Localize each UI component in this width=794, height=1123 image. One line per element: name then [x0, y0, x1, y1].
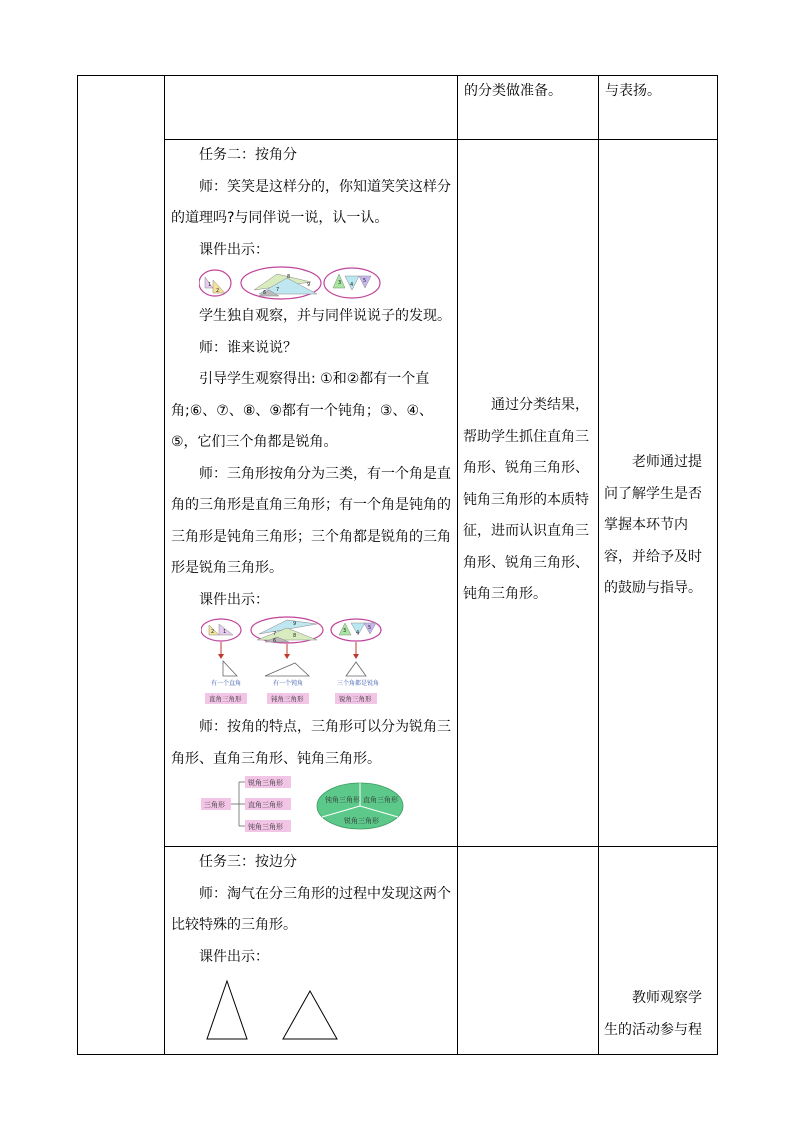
task2-paragraph-3: 师：谁来说说？ [199, 339, 297, 356]
fig2-caption-right: 有一个直角 [211, 680, 242, 687]
table-divider-col1 [164, 75, 165, 1055]
fig2-num-4: 4 [356, 630, 360, 636]
fig2-tag-acute: 锐角三角形 [339, 695, 372, 703]
fig2-num-3: 3 [343, 628, 347, 634]
top-row-col4-cell [605, 76, 713, 108]
fig2-num-9: 9 [293, 621, 297, 627]
task3-evaluation-cell [604, 983, 713, 1046]
fig1-num-6: 6 [263, 290, 267, 296]
task2-paragraph-1: 师：笑笑是这样分的，你知道笑笑这样分的道理吗?与同伴说一说，认一认。 [171, 178, 451, 226]
task2-content-cell [171, 140, 453, 833]
fig2-caption-obtuse: 有一个钝角 [273, 680, 304, 687]
tree-root-label: 三角形 [204, 801, 225, 809]
top-row-col3-text: 的分类做准备。 [464, 83, 562, 99]
task2-paragraph-2: 学生独自观察，并与同伴说说子的发现。 [199, 308, 451, 324]
fig1-num-4: 4 [350, 282, 354, 288]
fig2-tag-right: 直角三角形 [209, 695, 242, 703]
fig2-num-2: 2 [211, 629, 215, 635]
fig1-num-1: 1 [208, 282, 212, 288]
pie-label-acute: 锐角三角形 [344, 817, 379, 825]
table-border-right [717, 75, 718, 1055]
fig1-num-3: 3 [338, 280, 342, 286]
top-row-col4-text: 与表扬。 [605, 83, 661, 99]
task2-evaluation-text: 老师通过提问了解学生是否掌握本环节内容，并给予及时的鼓励与指导。 [604, 454, 702, 596]
task2-show-label-1: 课件出示： [199, 241, 269, 258]
top-row-col3-cell [464, 76, 594, 108]
task2-paragraph-6: 师：按角的特点，三角形可以分为锐角三角形、直角三角形、钝角三角形。 [171, 719, 451, 767]
classification-figure [171, 616, 453, 712]
task2-heading: 任务二：按角分 [199, 147, 297, 163]
fig2-num-8: 8 [293, 633, 297, 639]
fig2-num-1: 1 [223, 629, 227, 635]
table-border-bottom [77, 1054, 718, 1055]
task3-content-cell [171, 847, 453, 1047]
fig2-tag-obtuse: 钝角三角形 [271, 695, 304, 703]
task2-goal-text: 通过分类结果，帮助学生抓住直角三角形、锐角三角形、钝角三角形的本质特征，进而认识直角三角形、锐角三角形、钝角三角形。 [463, 397, 589, 602]
task2-goal-cell [463, 390, 595, 611]
task2-paragraph-4: 引导学生观察得出: ①和②都有一个直角;⑥、⑦、⑧、⑨都有一个钝角；③、④、⑤，它们三个角都是锐角。 [171, 371, 434, 450]
task2-evaluation-cell [604, 447, 713, 605]
task3-paragraph-1: 师：淘气在分三角形的过程中发现这两个比较特殊的三角形。 [171, 885, 451, 933]
classification-tree-figure [171, 775, 453, 833]
table-divider-col3 [598, 75, 599, 1055]
pie-label-right: 直角三角形 [363, 796, 398, 804]
task3-heading: 任务三：按边分 [199, 854, 297, 870]
equilateral-triangle [283, 991, 337, 1039]
isosceles-triangles-figure [171, 973, 453, 1047]
fig1-num-7: 7 [276, 287, 280, 293]
fig1-num-2: 2 [216, 288, 220, 294]
fig1-num-5: 5 [363, 278, 367, 284]
table-divider-col2 [457, 75, 458, 1055]
task3-evaluation-text: 教师观察学生的活动参与程 [604, 990, 702, 1038]
task2-show-label-2: 课件出示： [199, 591, 269, 608]
tree-branch-acute: 锐角三角形 [248, 779, 283, 787]
fig1-num-9: 9 [307, 282, 311, 288]
pie-label-obtuse: 钝角三角形 [325, 796, 360, 804]
fig2-num-6: 6 [273, 638, 277, 644]
table-border-left [77, 75, 78, 1055]
task2-paragraph-5: 师：三角形按角分为三类，有一个角是直角的三角形是直角三角形；有一个角是钝角的三角形是钝角三角形；三个角都是锐角的三角形是锐角三角形。 [171, 465, 451, 576]
tree-branch-right: 直角三角形 [248, 801, 283, 809]
fig1-num-8: 8 [287, 274, 291, 280]
fig2-caption-acute: 三个角都是锐角 [337, 680, 380, 687]
isosceles-triangle-tall [207, 981, 247, 1039]
triangle-groups-figure [171, 266, 453, 301]
tree-branch-obtuse: 钝角三角形 [248, 823, 283, 831]
task3-show-label: 课件出示： [199, 948, 269, 965]
fig2-num-5: 5 [368, 625, 372, 631]
fig2-num-7: 7 [273, 631, 277, 637]
